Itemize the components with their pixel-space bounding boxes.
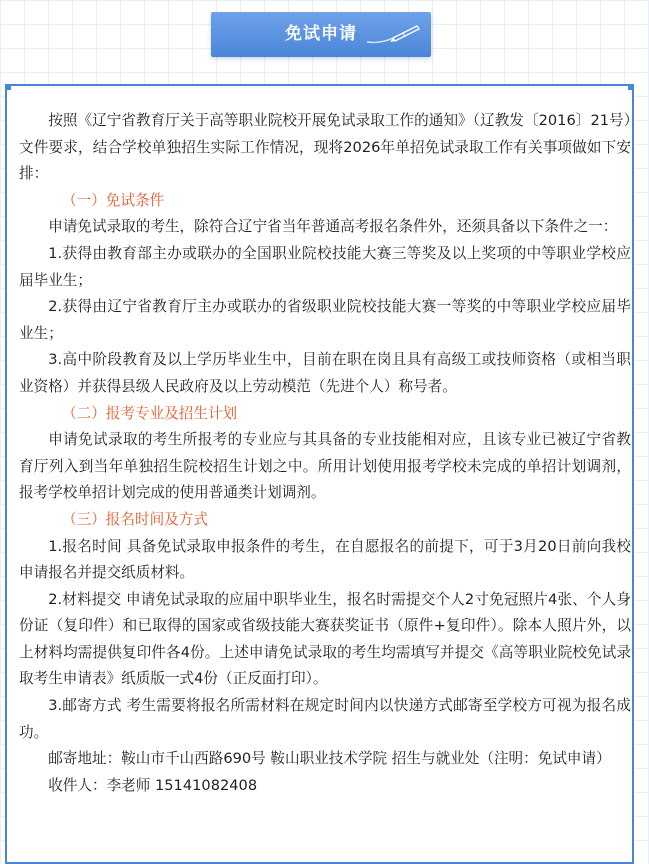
section-heading-registration: （三）报名时间及方式 bbox=[62, 510, 208, 528]
conditions-paragraph: 申请免试录取的考生，除符合辽宁省当年普通高考报名条件外，还须具备以下条件之一： bbox=[48, 218, 618, 236]
mail-address: 邮寄地址：鞍山市千山西路690号 鞍山职业技术学院 招生与就业处（注明：免试申请） bbox=[48, 750, 611, 768]
registration-item: 1.报名时间 具备免试录取申报条件的考生，在自愿报名的前提下，可于3月20日前向我校申请报名并提交纸质材料。 bbox=[19, 537, 631, 582]
frame-corner bbox=[5, 84, 11, 90]
registration-item: 2.材料提交 申请免试录取的应届中职毕业生，报名时需提交个人2寸免冠照片4张、个人身份证（复印件）和已取得的国家或省级技能大赛获奖证书（原件+复印件）。除本人照片外，以上材料均需提供复印件各4份。上述申请免试录取的考生均需填写并提交《高等职业院校免试录取考生申请表》纸质版一式4份（正反面打印）。 bbox=[19, 590, 631, 688]
condition-item: 1.获得由教育部主办或联办的全国职业院校技能大赛三等奖及以上奖项的中等职业学校应届毕业生； bbox=[19, 244, 631, 289]
recipient: 收件人：李老师 15141082408 bbox=[48, 776, 258, 794]
pen-icon bbox=[363, 22, 423, 48]
section-heading-conditions: （一）免试条件 bbox=[62, 191, 165, 209]
header-banner bbox=[211, 12, 431, 57]
page-title: 免试申请 bbox=[285, 24, 357, 44]
majors-paragraph: 申请免试录取的考生所报考的专业应与其具备的专业技能相对应，且该专业已被辽宁省教育厅列入到当年单独招生院校招生计划之中。所用计划使用报考学校未完成的单招计划调剂，报考学校单招计划完成的使用普通类计划调剂。 bbox=[19, 431, 631, 502]
condition-item: 3.高中阶段教育及以上学历毕业生中，目前在职在岗且具有高级工或技师资格（或相当职业资格）并获得县级人民政府及以上劳动模范（先进个人）称号者。 bbox=[19, 351, 631, 395]
intro-paragraph: 按照《辽宁省教育厅关于高等职业院校开展免试录取工作的通知》（辽教发〔2016〕21号）文件要求，结合学校单独招生实际工作情况，现将2026年单招免试录取工作有关事项做如下安排： bbox=[19, 112, 631, 183]
section-heading-majors: （二）报考专业及招生计划 bbox=[62, 404, 238, 422]
registration-item: 3.邮寄方式 考生需要将报名所需材料在规定时间内以快递方式邮寄至学校方可视为报名成功。 bbox=[19, 697, 631, 741]
frame-corner bbox=[628, 84, 634, 90]
document-body bbox=[19, 108, 631, 799]
condition-item: 2.获得由辽宁省教育厅主办或联办的省级职业院校技能大赛一等奖的中等职业学校应届毕业生； bbox=[19, 298, 631, 342]
